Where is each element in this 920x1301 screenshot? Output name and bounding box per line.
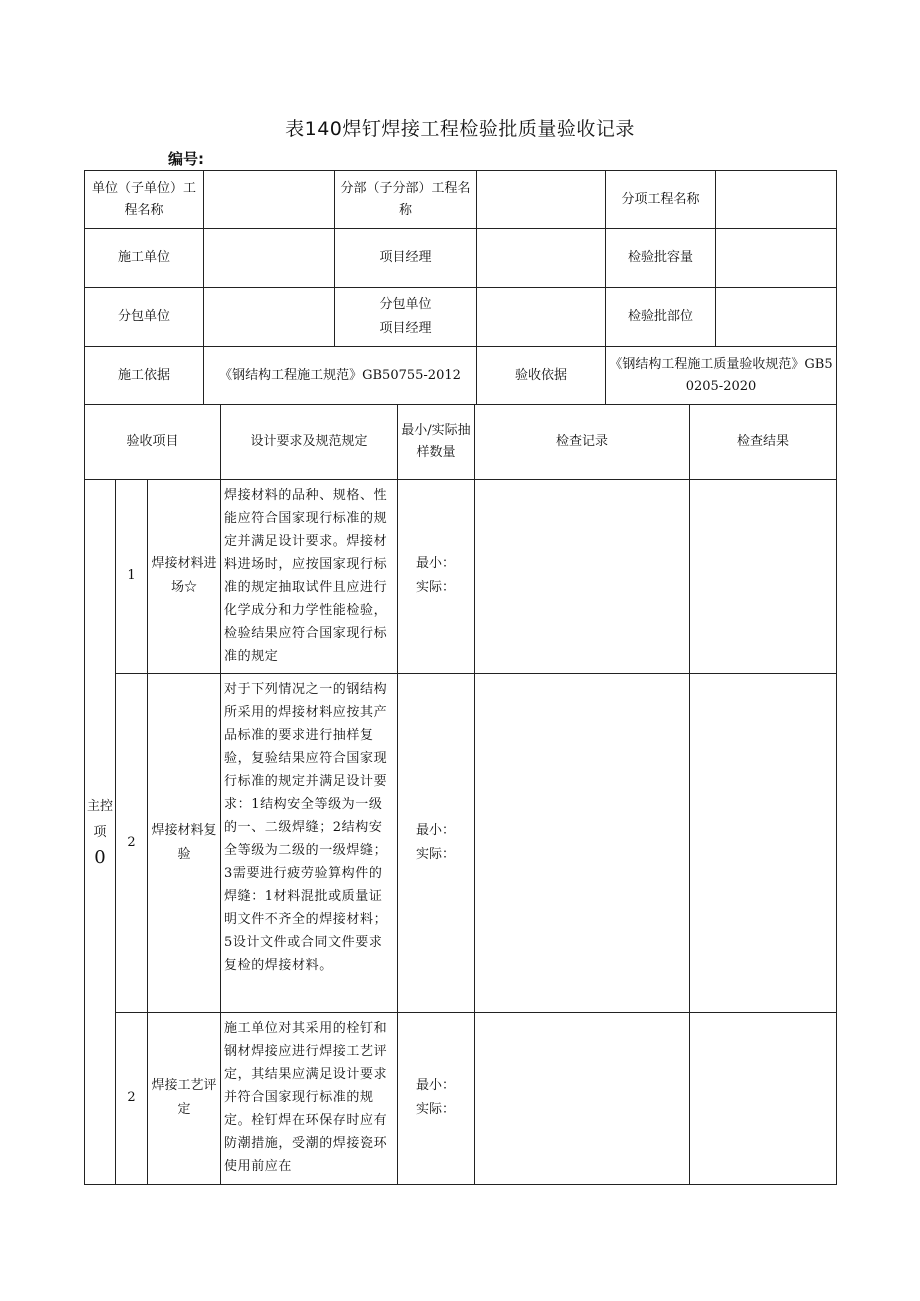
min-label: 最小：	[416, 1078, 456, 1093]
min-label: 最小：	[416, 822, 456, 838]
table-row	[85, 1012, 837, 1184]
sub-label: 分包单位	[85, 288, 204, 347]
code-label: 编号:	[168, 150, 204, 168]
subitem-label: 分项工程名称	[606, 171, 716, 229]
category-cell	[85, 479, 116, 1184]
unit-value[interactable]	[204, 171, 335, 229]
item-sample[interactable]	[398, 479, 475, 673]
actual-label: 实际：	[416, 846, 456, 862]
col-design: 设计要求及规范规定	[221, 405, 398, 479]
item-record[interactable]	[475, 1012, 690, 1184]
contractor-label: 施工单位	[85, 229, 204, 288]
col-sample: 最小/实际抽样数量	[398, 405, 475, 479]
pm-label: 项目经理	[335, 229, 477, 288]
table-row	[85, 673, 837, 1012]
item-no: 1	[116, 479, 148, 673]
sub-pm-label: 分包单位项目经理	[335, 288, 477, 347]
actual-label: 实际：	[416, 580, 456, 595]
min-label: 最小：	[416, 556, 456, 571]
location-value[interactable]	[716, 288, 837, 347]
division-label: 分部（子分部）工程名称	[335, 171, 477, 229]
table-row	[85, 479, 837, 673]
accept-basis-label: 验收依据	[477, 347, 606, 405]
actual-label: 实际：	[416, 1102, 456, 1117]
basis-value: 《钢结构工程施工规范》GB50755-2012	[204, 347, 477, 405]
item-desc: 施工单位对其采用的栓钉和钢材焊接应进行焊接工艺评定，其结果应满足设计要求并符合国家现行标准的规定。栓钉焊在环保存时应有防潮措施，受潮的焊接瓷环使用前应在	[221, 1012, 398, 1184]
category-label: 主控项	[87, 798, 114, 840]
item-result[interactable]	[690, 673, 837, 1012]
item-name: 焊接材料复验	[148, 673, 221, 1012]
item-name: 焊接工艺评定	[148, 1012, 221, 1184]
sub-pm-value[interactable]	[477, 288, 606, 347]
division-value[interactable]	[477, 171, 606, 229]
item-result[interactable]	[690, 479, 837, 673]
col-record: 检查记录	[475, 405, 690, 479]
capacity-label: 检验批容量	[606, 229, 716, 288]
contractor-value[interactable]	[204, 229, 335, 288]
col-item: 验收项目	[85, 405, 221, 479]
item-sample[interactable]	[398, 1012, 475, 1184]
item-no: 2	[116, 1012, 148, 1184]
basis-label: 施工依据	[85, 347, 204, 405]
item-result[interactable]	[690, 1012, 837, 1184]
items-table	[84, 405, 837, 1185]
item-sample[interactable]	[398, 673, 475, 1012]
item-desc: 对于下列情况之一的钢结构所采用的焊接材料应按其产品标准的要求进行抽样复验，复验结果应符合国家现行标准的规定并满足设计要求：1结构安全等级为一级的一、二级焊缝；2结构安全等级为二级的一级焊缝；3需要进行疲劳验算构件的焊缝：1材料混批或质量证明文件不齐全的焊接材料；5设计文件或合同文件要求复检的焊接材料。	[221, 673, 398, 1012]
col-result: 检查结果	[690, 405, 837, 479]
subitem-value[interactable]	[716, 171, 837, 229]
item-record[interactable]	[475, 479, 690, 673]
accept-basis-value: 《钢结构工程施工质量验收规范》GB50205-2020	[606, 347, 837, 405]
item-no: 2	[116, 673, 148, 1012]
sub-value[interactable]	[204, 288, 335, 347]
location-label: 检验批部位	[606, 288, 716, 347]
unit-label: 单位（子单位）工程名称	[85, 171, 204, 229]
category-number: 0	[94, 846, 106, 868]
pm-value[interactable]	[477, 229, 606, 288]
item-desc: 焊接材料的品种、规格、性能应符合国家现行标准的规定并满足设计要求。焊接材料进场时，应按国家现行标准的规定抽取试件且应进行化学成分和力学性能检验，检验结果应符合国家现行标准的规定	[221, 479, 398, 673]
item-record[interactable]	[475, 673, 690, 1012]
header-table	[84, 170, 837, 405]
page-title: 表140焊钉焊接工程检验批质量验收记录	[285, 118, 635, 140]
capacity-value[interactable]	[716, 229, 837, 288]
item-name: 焊接材料进场☆	[148, 479, 221, 673]
